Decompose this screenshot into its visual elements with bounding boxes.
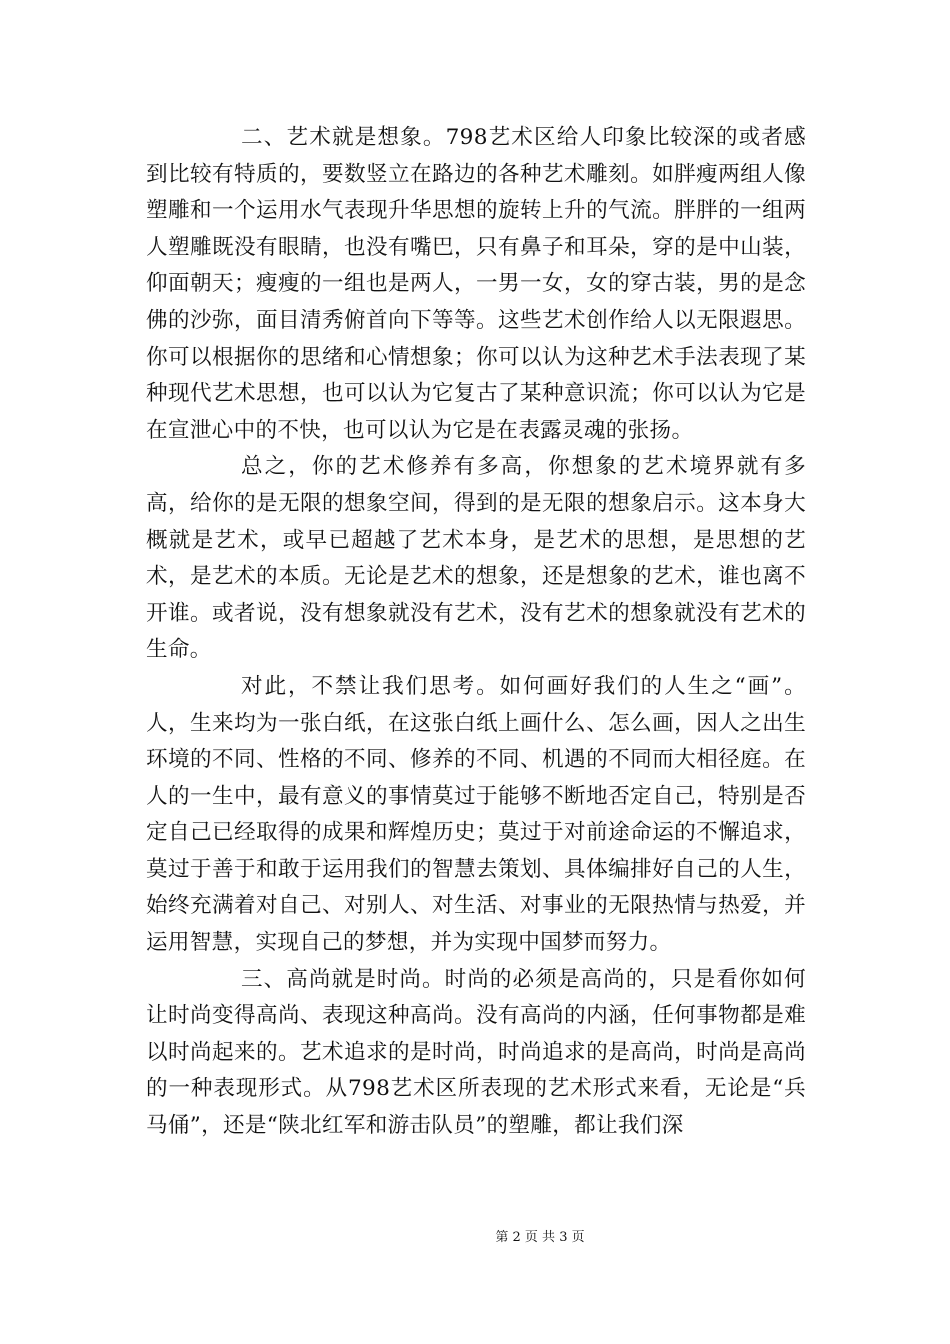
paragraph-noble-fashion: 三、高尚就是时尚。时尚的必须是高尚的，只是看你如何让时尚变得高尚、表现这种高尚。没有高尚的内涵，任何事物都是难以时尚起来的。艺术追求的是时尚，时尚追求的是高尚，时尚是高尚的一种表现形式。从798艺术区所表现的艺术形式来看，无论是“兵马俑”，还是“陕北红军和游击队员”的塑雕，都让我们深 bbox=[146, 966, 806, 1139]
page-number-footer: 第 2 页 共 3 页 bbox=[495, 1230, 585, 1245]
paragraph-art-imagination: 二、艺术就是想象。798艺术区给人印象比较深的或者感到比较有特质的，要数竖立在路边的各种艺术雕刻。如胖瘦两组人像塑雕和一个运用水气表现升华思想的旋转上升的气流。胖胖的一组两人塑雕既没有眼睛，也没有嘴巴，只有鼻子和耳朵，穿的是中山装，仰面朝天；瘦瘦的一组也是两人，一男一女，女的穿古装，男的是念佛的沙弥，面目清秀俯首向下等等。这些艺术创作给人以无限遐思。你可以根据你的思绪和心情想象；你可以认为这种艺术手法表现了某种现代艺术思想，也可以认为它复古了某种意识流；你可以认为它是在宣泄心中的不快，也可以认为它是在表露灵魂的张扬。 bbox=[146, 125, 806, 443]
paragraph-life-painting: 对此，不禁让我们思考。如何画好我们的人生之“画”。人，生来均为一张白纸，在这张白纸上画什么、怎么画，因人之出生环境的不同、性格的不同、修养的不同、机遇的不同而大相径庭。在人的一生中，最有意义的事情莫过于能够不断地否定自己，特别是否定自己已经取得的成果和辉煌历史；莫过于对前途命运的不懈追求，莫过于善于和敢于运用我们的智慧去策划、具体编排好自己的人生，始终充满着对自己、对别人、对生活、对事业的无限热情与热爱，并运用智慧，实现自己的梦想，并为实现中国梦而努力。 bbox=[146, 673, 806, 956]
paragraph-summary: 总之，你的艺术修养有多高，你想象的艺术境界就有多高，给你的是无限的想象空间，得到的是无限的想象启示。这本身大概就是艺术，或早已超越了艺术本身，是艺术的思想，是思想的艺术，是艺术的本质。无论是艺术的想象，还是想象的艺术，谁也离不开谁。或者说，没有想象就没有艺术，没有艺术的想象就没有艺术的生命。 bbox=[146, 454, 806, 663]
document-page bbox=[146, 120, 806, 1145]
